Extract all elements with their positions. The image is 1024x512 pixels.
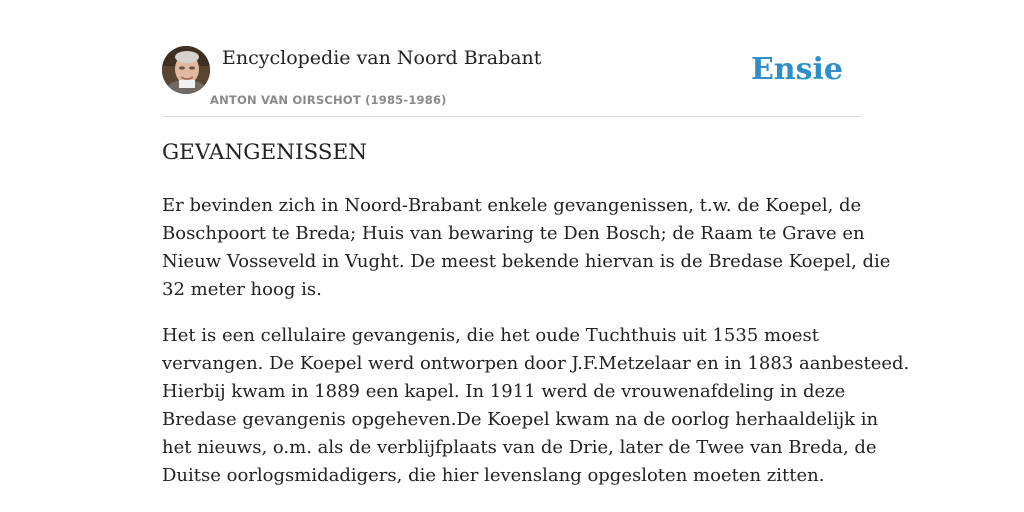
book-title[interactable]: Encyclopedie van Noord Brabant [222,47,542,69]
paragraph-line: Nieuw Vosseveld in Vught. De meest bekende hiervan is de Bredase Koepel, die [162,251,891,272]
paragraph-line: Bredase gevangenis opgeheven.De Koepel kwam na de oorlog herhaaldelijk in [162,409,879,430]
paragraph-line: Er bevinden zich in Noord-Brabant enkele gevangenissen, t.w. de Koepel, de [162,195,862,216]
author-avatar[interactable] [162,46,210,94]
article-headword: GEVANGENISSEN [162,140,368,165]
author-name[interactable]: ANTON VAN OIRSCHOT (1985-1986) [210,93,447,107]
paragraph-line: Duitse oorlogsmidadigers, die hier levenslang opgesloten moeten zitten. [162,465,825,486]
paragraph-line: het nieuws, o.m. als de verblijfplaats van de Drie, later de Twee van Breda, de [162,437,877,458]
author-portrait-icon [162,46,210,94]
article-body [162,192,910,508]
article-paragraph [162,192,891,304]
ensie-logo[interactable]: Ensie [750,52,843,87]
paragraph-line: Het is een cellulaire gevangenis, die het oude Tuchthuis uit 1535 moest [162,325,820,346]
header [162,46,862,117]
paragraph-line: Hierbij kwam in 1889 een kapel. In 1911 werd de vrouwenafdeling in deze [162,381,846,402]
paragraph-line: Boschpoort te Breda; Huis van bewaring te Den Bosch; de Raam te Grave en [162,223,865,244]
paragraph-line: vervangen. De Koepel werd ontworpen door J.F.Metzelaar en in 1883 aanbesteed. [162,353,910,374]
article-paragraph [162,322,910,490]
paragraph-line: 32 meter hoog is. [162,279,322,300]
